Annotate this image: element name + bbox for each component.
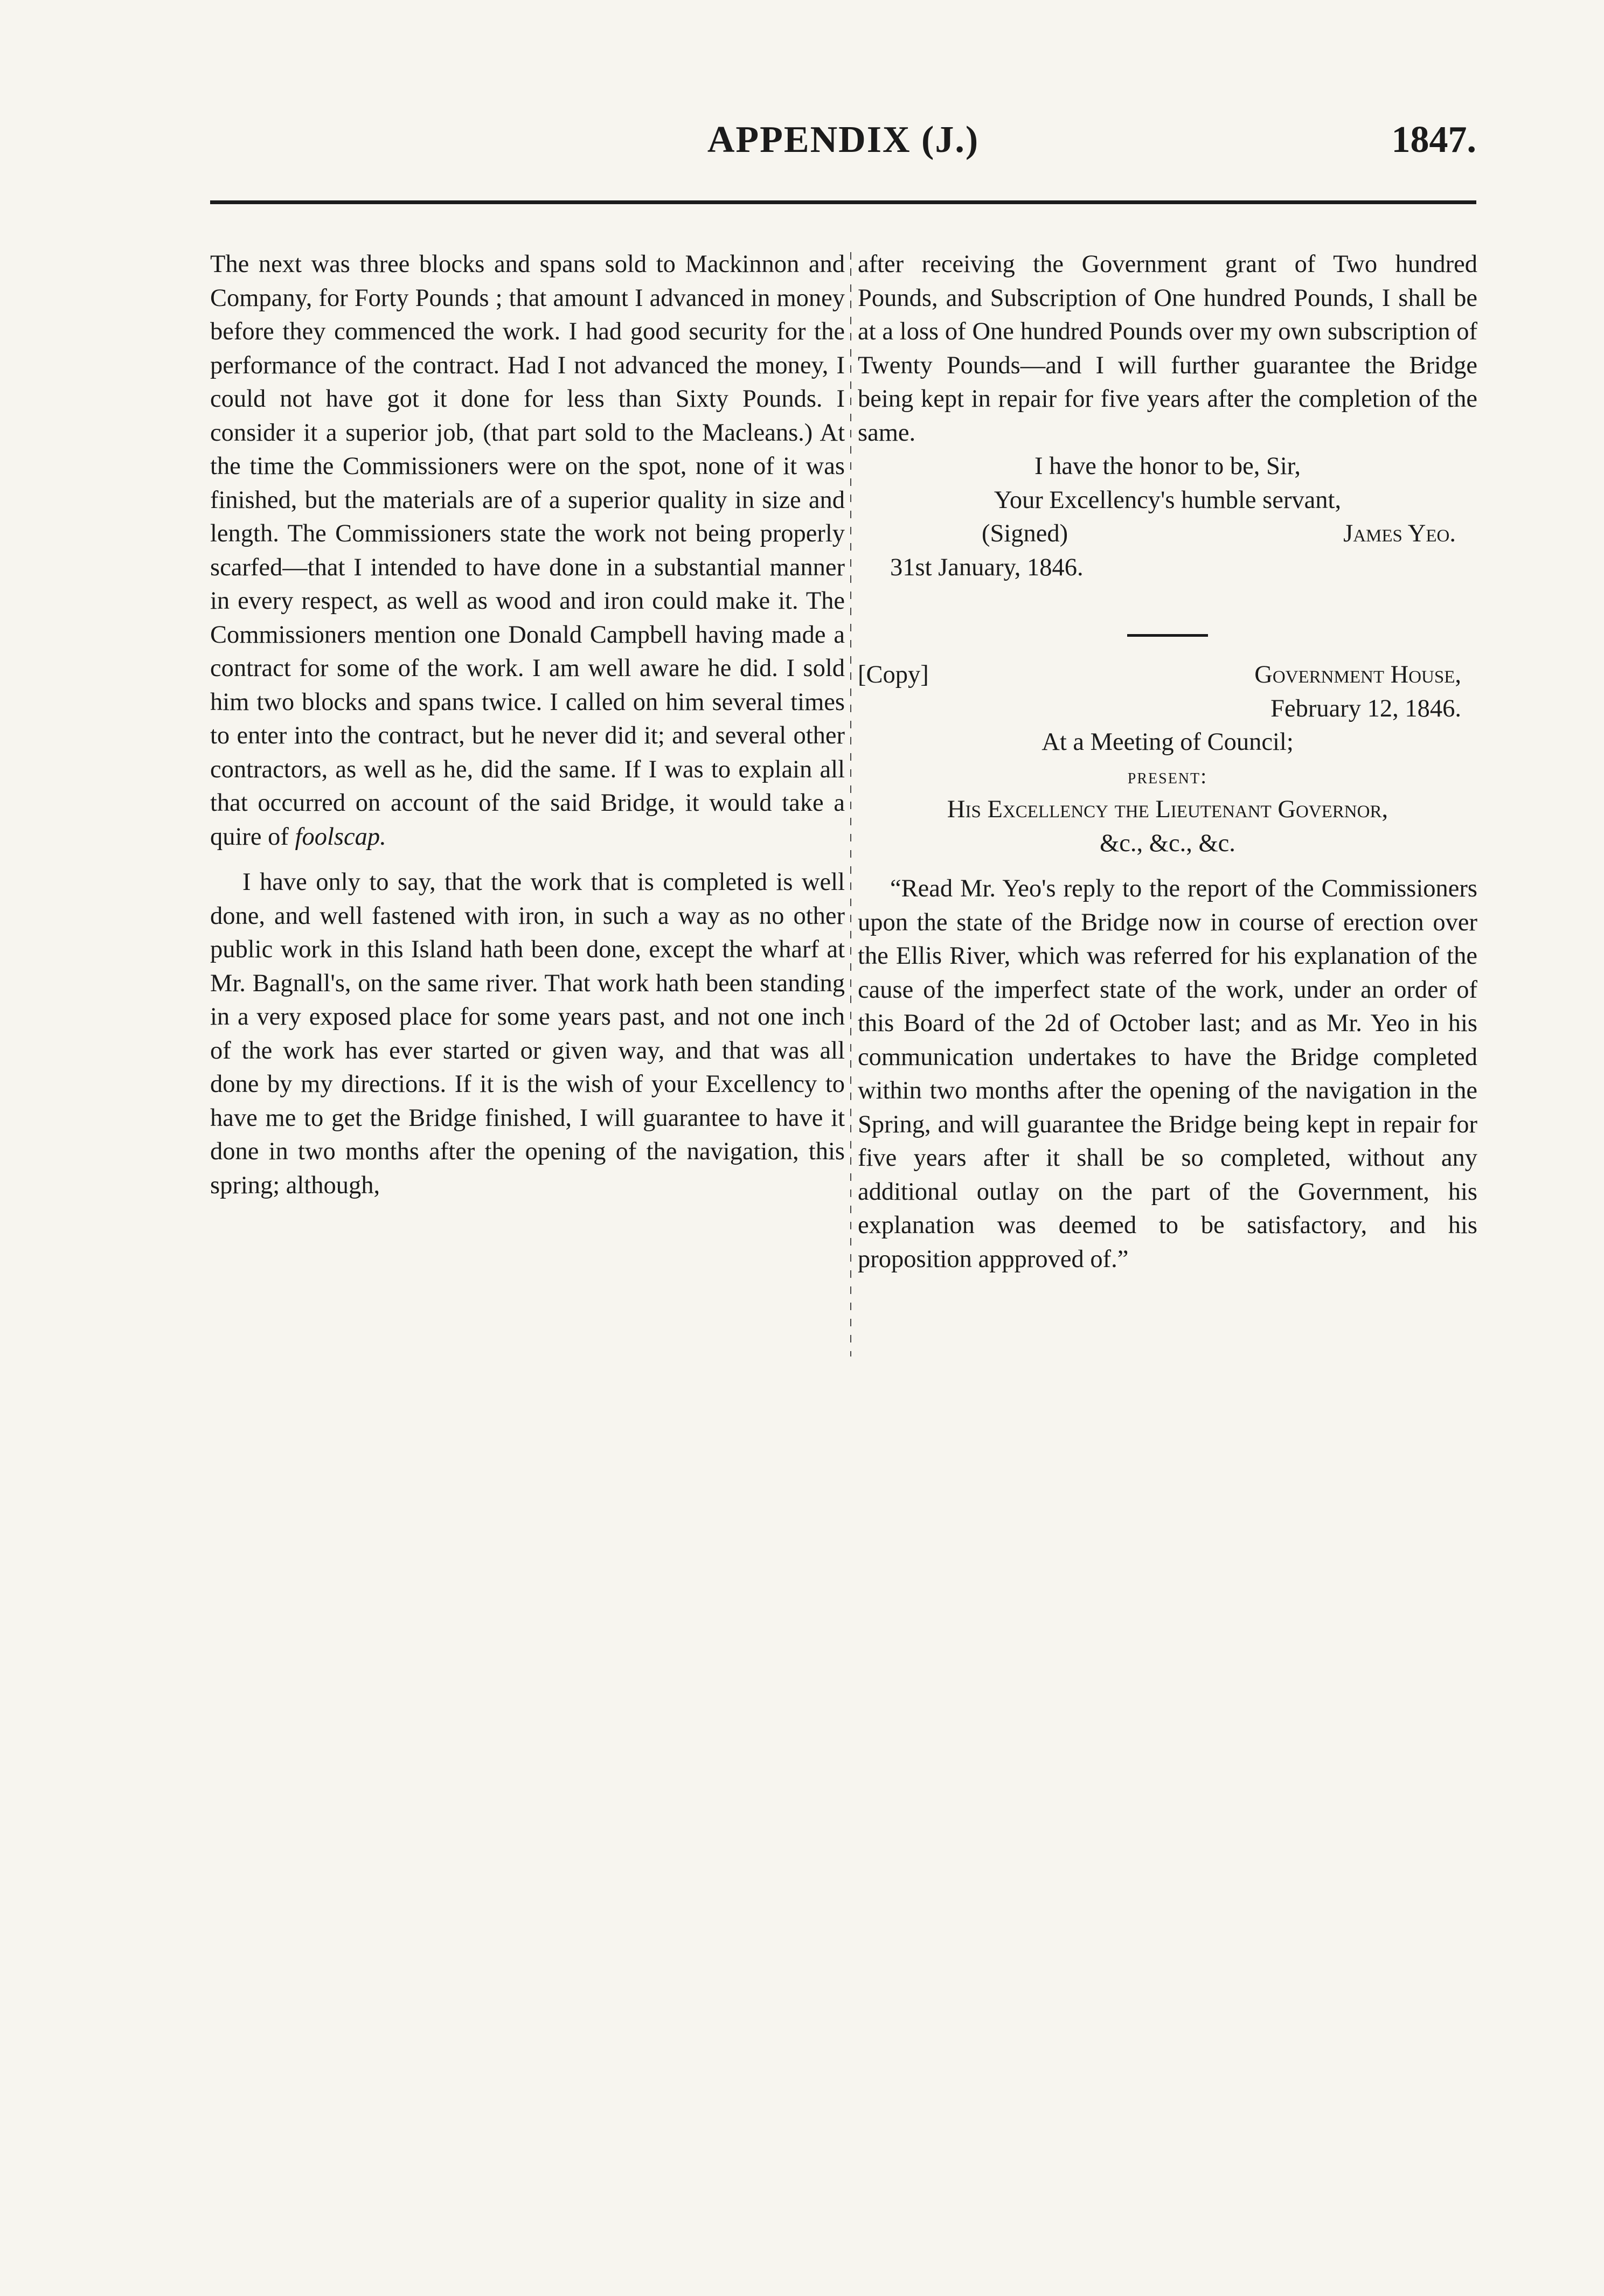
etc-line: &c., &c., &c.: [1100, 829, 1235, 857]
signature-row: [858, 517, 1477, 551]
government-house: Government House,: [1254, 661, 1461, 688]
left-paragraph-1-text: The next was three blocks and spans sold to Mackinnon and Company, for Forty Pounds ; that amount I advanced in money before they commenced the work. I had good security for the performance of the contract. Had I not advanced the money, I could not have got it done for less than Sixty Pounds. I consider it a superior job, (that part sold to the Macleans.) At the time the Commissioners were on the spot, none of it was finished, but the materials are of a superior quality in size and length. The Commissioners state the work not being properly scarfed—that I intended to have done in a substantial manner in every respect, as well as wood and iron could make it. The Commissioners mention one Donald Campbell having made a contract for some of the work. I am well aware he did. I sold him two blocks and spans twice. I called on him several times to enter into the contract, but he never did it; and several other contractors, as well as he, did the same. If I was to explain all that occurred on account of the said Bridge, it would take a quire of: [210, 251, 845, 851]
meeting-line: At a Meeting of Council;: [1041, 728, 1294, 756]
closing-servant: Your Excellency's humble servant,: [994, 486, 1342, 514]
present-label: present:: [1127, 763, 1208, 788]
excellency-line: His Excellency the Lieutenant Governor,: [947, 796, 1388, 823]
header-rule: [210, 200, 1476, 204]
left-column: [210, 248, 845, 1202]
signatory-name: James Yeo.: [1343, 520, 1456, 547]
copy-label: [Copy]: [858, 661, 929, 688]
closing-honor: I have the honor to be, Sir,: [1034, 453, 1301, 480]
page-title: APPENDIX (J.): [707, 119, 980, 161]
left-paragraph-2: I have only to say, that the work that is completed is well done, and well fastened with iron, in such a way as no other public work in this Island hath been done, except the wharf at Mr. Bagnall's, on the same river. That work hath been standing in a very exposed place for some years past, and not one inch of the work has ever started or given way, and that was all done by my directions. If it is the wish of your Excellency to have me to get the Bridge finished, I will guarantee to have it done in two months after the opening of the navigation, this spring; although,: [210, 868, 845, 1199]
council-minute: “Read Mr. Yeo's reply to the report of the Commissioners upon the state of the Bridge now in course of erection over the Ellis River, which was referred for his explanation of the cause of the imperfect state of the work, under an order of this Board of the 2d of October last; and as Mr. Yeo in his communication undertakes to have the Bridge completed within two months after the opening of the navigation in the Spring, and will guarantee the Bridge being kept in repair for five years after it shall be so completed, without any additional outlay on the part of the Government, his explanation was deemed to be satisfactory, and his proposition appproved of.”: [858, 875, 1477, 1273]
council-date: February 12, 1846.: [1270, 694, 1461, 722]
page-year: 1847.: [1391, 119, 1476, 161]
signed-label: (Signed): [982, 520, 1068, 547]
page-header: [210, 113, 1476, 178]
left-paragraph-1-italic: foolscap.: [295, 823, 386, 851]
right-column: [858, 248, 1477, 1276]
column-divider: [850, 252, 851, 1356]
section-rule: [1127, 634, 1208, 637]
left-paragraph-1: [210, 248, 845, 854]
letter-date: 31st January, 1846.: [890, 553, 1084, 581]
copy-header-row: [858, 658, 1477, 692]
right-paragraph-1: after receiving the Government grant of Two hundred Pounds, and Subscription of One hundred Pounds, I shall be at a loss of One hundred Pounds over my own subscription of Twenty Pounds—and I will further guarantee the Bridge being kept in repair for five years after the completion of the same.: [858, 251, 1477, 447]
